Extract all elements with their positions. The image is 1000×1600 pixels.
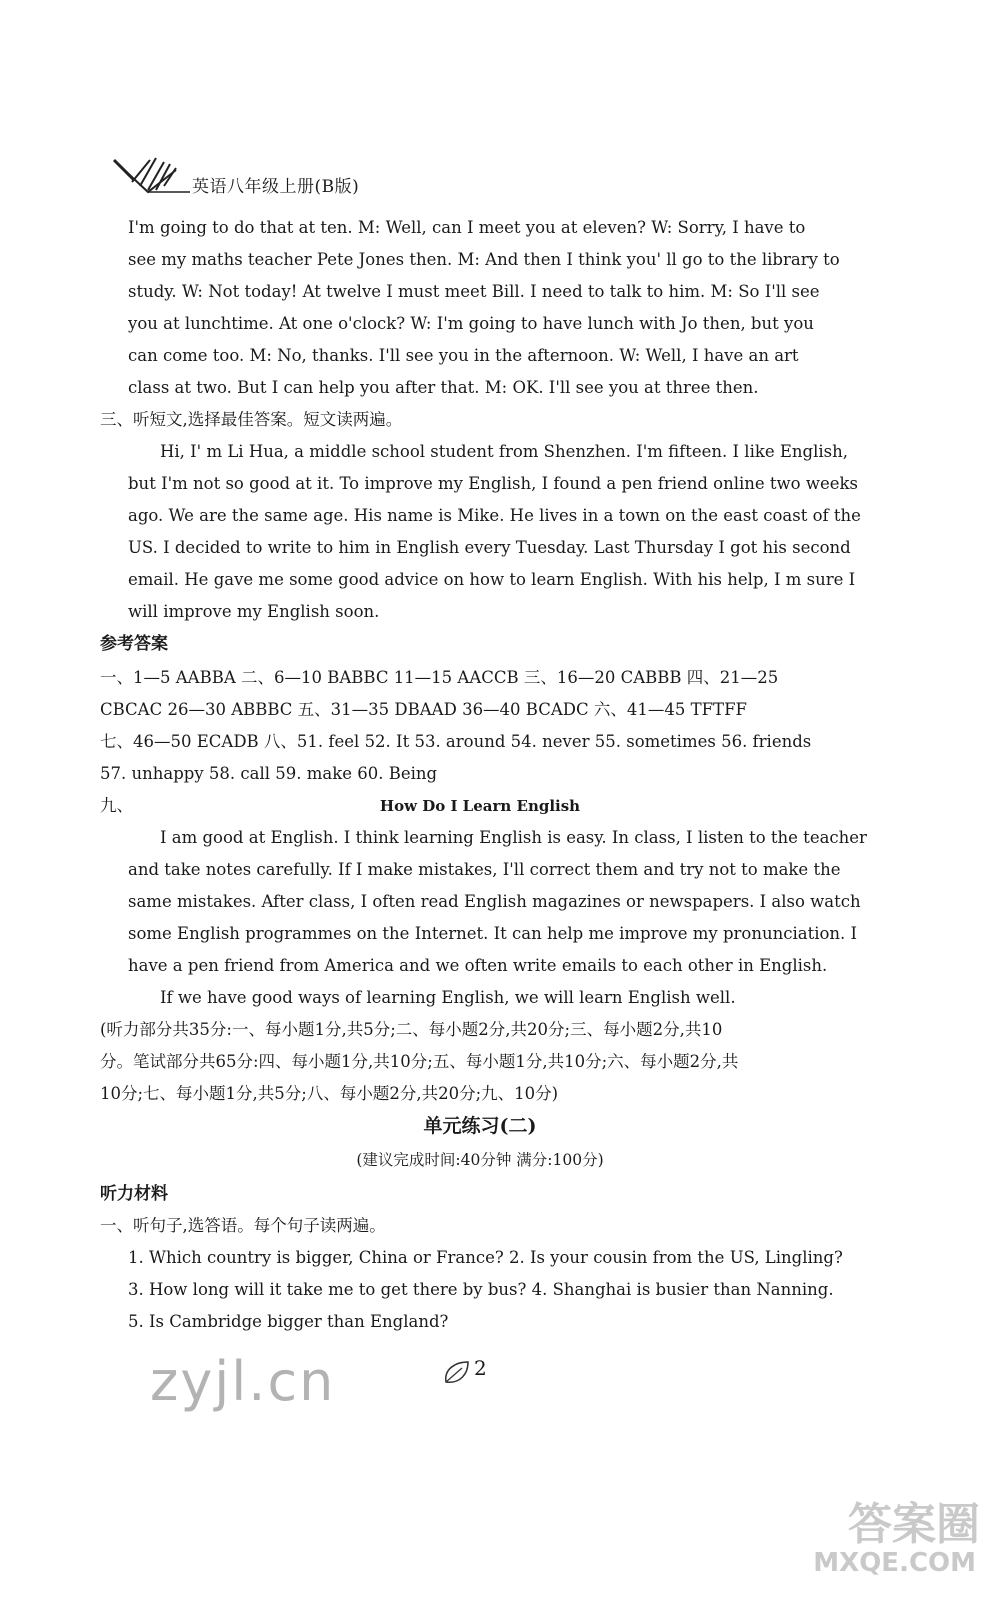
essay-line: have a pen friend from America and we often write emails to each other in English. xyxy=(128,956,828,975)
watermark-url: MXQE.COM xyxy=(813,1548,976,1578)
essay-line: If we have good ways of learning English, we will learn English well. xyxy=(160,988,736,1007)
dialogue-line: I'm going to do that at ten. M: Well, can I meet you at eleven? W: Sorry, I have to xyxy=(128,218,806,237)
answers-heading: 参考答案 xyxy=(100,634,168,654)
dialogue-line: can come too. M: No, thanks. I'll see you in the afternoon. W: Well, I have an art xyxy=(128,346,799,365)
answer-line: 57. unhappy 58. call 59. make 60. Being xyxy=(100,764,438,783)
dialogue-line: see my maths teacher Pete Jones then. M: And then I think you' ll go to the library to xyxy=(128,250,840,269)
dialogue-line: study. W: Not today! At twelve I must meet Bill. I need to talk to him. M: So I'll see xyxy=(128,282,820,301)
essay-title: How Do I Learn English xyxy=(379,797,581,815)
answer-line: 七、46—50 ECADB 八、51. feel 52. It 53. around 54. never 55. sometimes 56. friends xyxy=(100,732,812,751)
page-number: 2 xyxy=(474,1356,487,1380)
dialogue-line: you at lunchtime. At one o'clock? W: I'm going to have lunch with Jo then, but you xyxy=(128,314,814,333)
question-row: 1. Which country is bigger, China or France? 2. Is your cousin from the US, Lingling? xyxy=(128,1248,843,1267)
passage-line: will improve my English soon. xyxy=(128,602,380,621)
scoring-line: 分。笔试部分共65分:四、每小题1分,共10分;五、每小题1分,共10分;六、每小题2分,共 xyxy=(100,1052,739,1071)
watermark xyxy=(810,1488,980,1588)
unit-subtitle: (建议完成时间:40分钟 满分:100分) xyxy=(356,1151,604,1169)
passage-line: ago. We are the same age. His name is Mike. He lives in a town on the east coast of the xyxy=(128,506,861,525)
open-book-icon xyxy=(112,152,192,202)
scoring-line: 10分;七、每小题1分,共5分;八、每小题2分,共20分;九、10分) xyxy=(100,1084,559,1103)
unit-title: 单元练习(二) xyxy=(423,1115,537,1137)
passage-line: but I'm not so good at it. To improve my English, I found a pen friend online two weeks xyxy=(128,474,858,493)
watermark-text: 答案圈 xyxy=(848,1499,980,1550)
page-number-badge xyxy=(440,1350,510,1390)
leaf-icon xyxy=(440,1356,474,1390)
listening-heading: 听力材料 xyxy=(100,1184,168,1204)
essay-line: some English programmes on the Internet. It can help me improve my pronunciation. I xyxy=(128,924,858,943)
answer-line: 一、1—5 AABBA 二、6—10 BABBC 11—15 AACCB 三、16—20 CABBB 四、21—25 xyxy=(100,668,779,687)
section-heading: 三、听短文,选择最佳答案。短文读两遍。 xyxy=(100,410,403,429)
site-logo: zyjl.cn xyxy=(150,1350,336,1413)
passage-line: email. He gave me some good advice on how to learn English. With his help, I m sure I xyxy=(128,570,856,589)
essay-line: same mistakes. After class, I often read English magazines or newspapers. I also watch xyxy=(128,892,861,911)
scoring-line: (听力部分共35分:一、每小题1分,共5分;二、每小题2分,共20分;三、每小题2分,共10 xyxy=(100,1020,723,1039)
passage-line: US. I decided to write to him in English every Tuesday. Last Thursday I got his second xyxy=(128,538,851,557)
answer-line: CBCAC 26—30 ABBBC 五、31—35 DBAAD 36—40 BCADC 六、41—45 TFTFF xyxy=(100,700,747,719)
section-heading: 一、听句子,选答语。每个句子读两遍。 xyxy=(100,1216,386,1235)
passage-line: Hi, I' m Li Hua, a middle school student from Shenzhen. I'm fifteen. I like English, xyxy=(160,442,848,461)
page-header xyxy=(112,152,442,202)
question-row: 5. Is Cambridge bigger than England? xyxy=(128,1312,449,1331)
essay-line: I am good at English. I think learning English is easy. In class, I listen to the teacher xyxy=(160,828,867,847)
essay-line: and take notes carefully. If I make mistakes, I'll correct them and try not to make the xyxy=(128,860,841,879)
book-title: 英语八年级上册(B版) xyxy=(192,177,360,197)
question-row: 3. How long will it take me to get there by bus? 4. Shanghai is busier than Nanning. xyxy=(128,1280,834,1299)
dialogue-line: class at two. But I can help you after that. M: OK. I'll see you at three then. xyxy=(128,378,759,397)
essay-label: 九、 xyxy=(100,796,133,815)
